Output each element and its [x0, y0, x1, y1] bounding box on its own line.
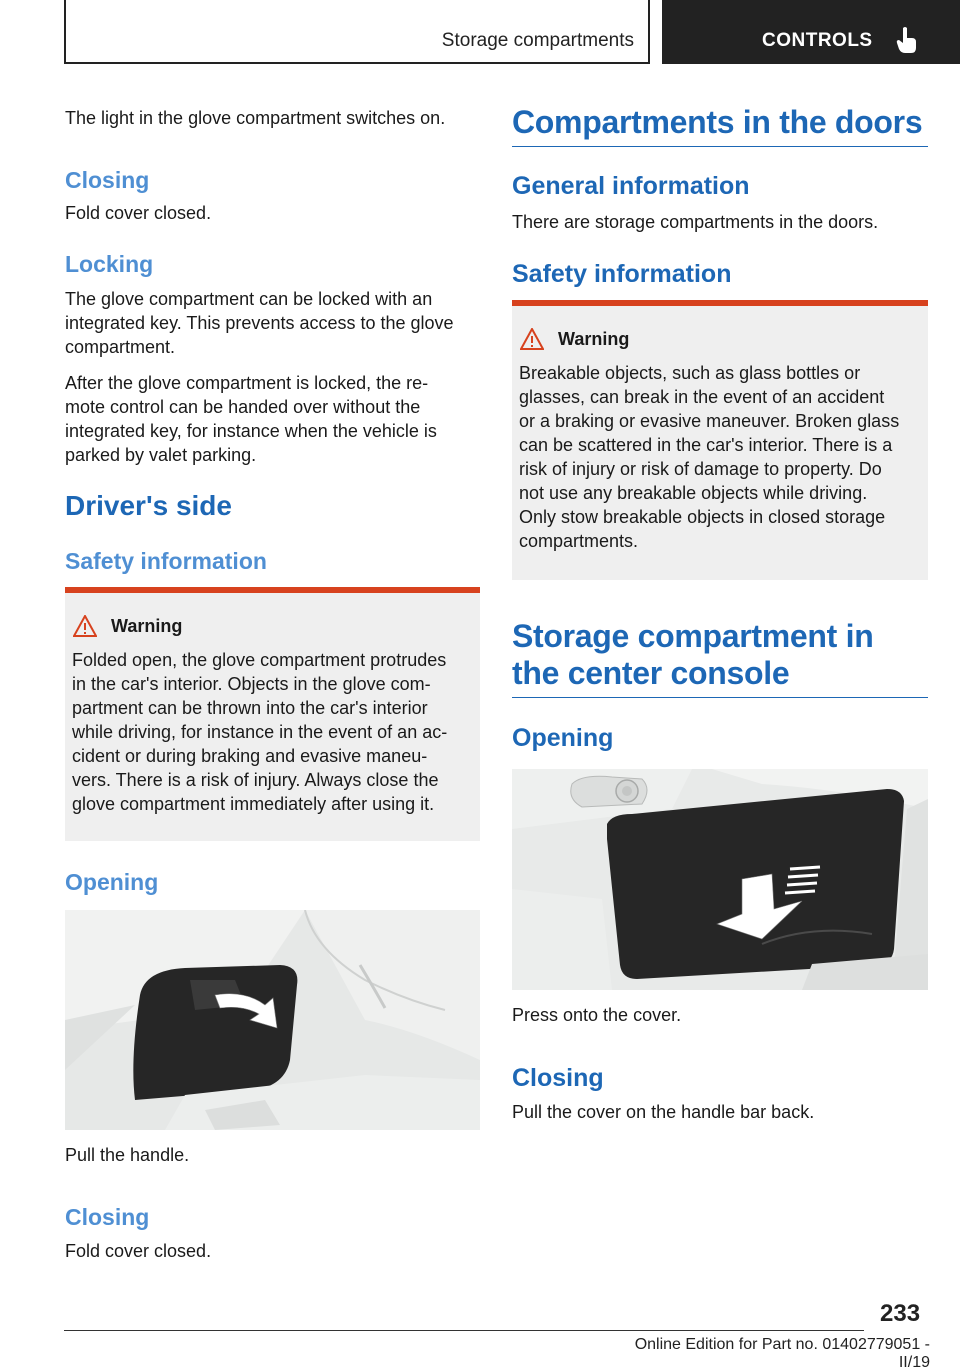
general-info-text: There are storage compartments in the doors.: [512, 212, 879, 232]
warning-triangle-icon: [520, 328, 544, 350]
edition-info: Online Edition for Part no. 01402779051 - II/19: [634, 1336, 930, 1371]
text-line: Folded open, the glove compartment protrudes: [72, 650, 447, 670]
locking-heading: Locking: [65, 251, 154, 277]
center-console-illustration: [512, 769, 928, 990]
text-line: not use any breakable objects while driving.: [519, 483, 868, 503]
right-closing-text: Pull the cover on the handle bar back.: [512, 1102, 815, 1122]
locking-paragraph-1: [65, 287, 454, 359]
header-section-title: Storage compartments: [441, 30, 634, 51]
right-opening-heading: Opening: [512, 724, 614, 752]
text-line: can be scattered in the car's interior. There is a: [519, 435, 893, 455]
text-line: risk of injury or risk of damage to property. Do: [519, 459, 882, 479]
text-line: glove compartment immediately after using it.: [72, 794, 435, 814]
text-line: After the glove compartment is locked, the re-: [65, 373, 429, 393]
heading-line: the center console: [512, 655, 790, 691]
text-line: integrated key. This prevents access to the glove: [65, 313, 454, 333]
text-line: integrated key, for instance when the vehicle is: [65, 421, 437, 441]
locking-paragraph-2: [65, 371, 437, 467]
glove-light-text: The light in the glove compartment switches on.: [65, 108, 446, 128]
warning-bar: [512, 300, 928, 306]
text-line: Breakable objects, such as glass bottles or: [519, 363, 861, 383]
closing-text-2: Fold cover closed.: [65, 1241, 212, 1261]
header-chapter-box: [662, 0, 960, 64]
left-opening-heading: Opening: [65, 869, 159, 895]
text-line: partment can be thrown into the car's interior: [72, 698, 428, 718]
header-chapter-title: CONTROLS: [762, 30, 873, 51]
warning-body: [519, 361, 899, 553]
text-line: compartments.: [519, 531, 639, 551]
closing-text: Fold cover closed.: [65, 203, 212, 223]
left-safety-heading: Safety information: [65, 548, 267, 574]
text-line: or a braking or evasive maneuver. Broken glass: [519, 411, 900, 431]
right-warning-box: [512, 300, 928, 580]
text-line: glasses, can break in the event of an accident: [519, 387, 885, 407]
warning-body: [72, 648, 447, 816]
text-line: cident or during braking and evasive maneu-: [72, 746, 428, 766]
closing-heading: Closing: [65, 167, 150, 193]
right-closing-heading: Closing: [512, 1064, 604, 1092]
warning-bar: [65, 587, 480, 593]
heading-line: Storage compartment in: [512, 618, 874, 654]
footer-rule: [64, 1330, 864, 1331]
closing-heading-2: Closing: [65, 1204, 150, 1230]
pointing-hand-icon: [896, 26, 918, 54]
text-line: The glove compartment can be locked with an: [65, 289, 433, 309]
center-console-heading: [512, 618, 873, 692]
text-line: mote control can be handed over without the: [65, 397, 421, 417]
console-heading-rule: [512, 697, 928, 698]
drivers-side-heading: Driver's side: [65, 490, 232, 521]
text-line: vers. There is a risk of injury. Always close the: [72, 770, 439, 790]
text-line: Only stow breakable objects in closed storage: [519, 507, 886, 527]
doors-heading-rule: [512, 146, 928, 147]
left-opening-caption: Pull the handle.: [65, 1145, 190, 1165]
page-number: 233: [880, 1300, 921, 1327]
text-line: in the car's interior. Objects in the glove com-: [72, 674, 431, 694]
text-line: compartment.: [65, 337, 176, 357]
left-warning-box: [65, 587, 480, 841]
right-opening-caption: Press onto the cover.: [512, 1005, 682, 1025]
glove-compartment-illustration: [65, 910, 480, 1130]
doors-heading: Compartments in the doors: [512, 104, 923, 140]
text-line: parked by valet parking.: [65, 445, 257, 465]
warning-triangle-icon: [73, 615, 97, 637]
warning-title: Warning: [558, 329, 630, 349]
right-safety-heading: Safety information: [512, 260, 732, 288]
text-line: while driving, for instance in the event of an ac-: [72, 722, 448, 742]
warning-title: Warning: [111, 616, 183, 636]
header-section-box: [64, 0, 650, 64]
general-info-heading: General information: [512, 172, 750, 200]
